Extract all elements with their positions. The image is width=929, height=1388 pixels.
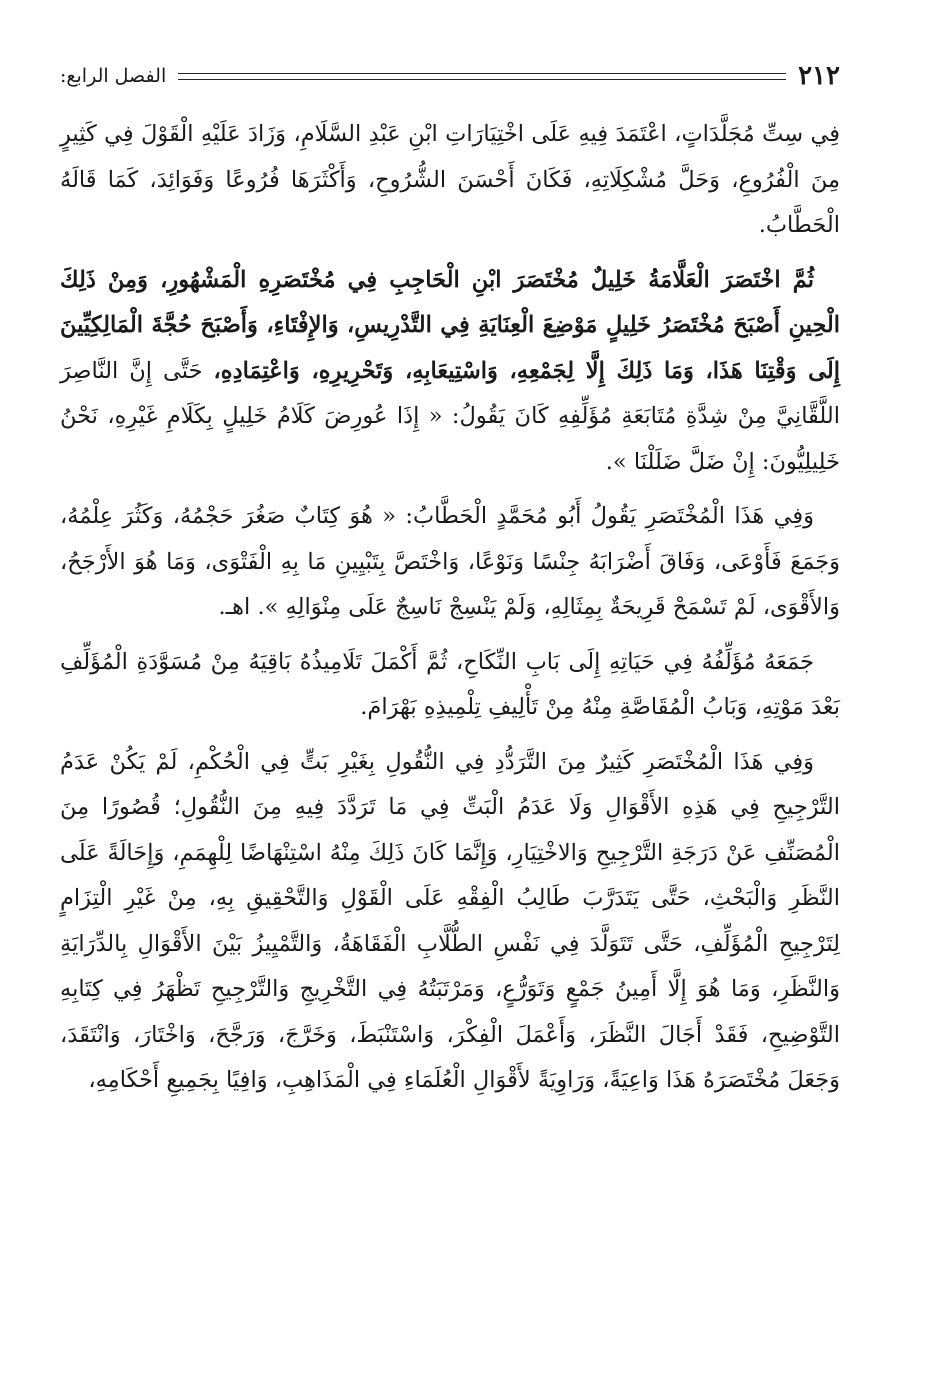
body-text [60,112,840,1104]
paragraph-text: وَفِي هَذَا الْمُخْتَصَرِ يَقُولُ أَبُو مُحَمَّدٍ الْحَطَّابُ: « هُوَ كِتَابٌ صَغُرَ حَجْمُهُ، وَكَثُرَ عِلْمُهُ، وَجَمَعَ فَأَوْعَى، وَفَاقَ أَضْرَابَهُ جِنْسًا وَنَوْعًا، وَاخْتَصَّ بِتَبْيِينِ مَا بِهِ الْفَتْوَى، وَمَا هُوَ الأَرْجَحُ، وَالأَقْوَى، لَمْ تَسْمَحْ قَرِيحَةٌ بِمِثَالِهِ، وَلَمْ يَنْسِجْ نَاسِجٌ عَلَى مِنْوَالِهِ ». اهـ. [60,503,840,620]
header-rule [178,73,786,80]
paragraph [60,740,840,1104]
paragraph-text: وَفِي هَذَا الْمُخْتَصَرِ كَثِيرٌ مِنَ التَّرَدُّدِ فِي النُّقُولِ بِغَيْرِ بَتٍّ فِي الْحُكْمِ، لَمْ يَكُنْ عَدَمُ التَّرْجِيحِ فِي هَذِهِ الأَقْوَالِ وَلَا عَدَمُ الْبَتِّ فِي مَا تَرَدَّدَ فِيهِ مِنَ النُّقُولِ؛ قُصُورًا مِنَ الْمُصَنِّفِ عَنْ دَرَجَةِ التَّرْجِيحِ وَالاخْتِيَارِ، وَإِنَّمَا كَانَ ذَلِكَ مِنْهُ اسْتِنْهَاضًا لِلْهِمَمِ، وَإِحَالَةً عَلَى النَّظَرِ وَالْبَحْثِ، حَتَّى يَتَدَرَّبَ طَالِبُ الْفِقْهِ عَلَى الْقَوْلِ وَالتَّحْقِيقِ بِهِ، مِنْ غَيْرِ الْتِزَامٍ لِتَرْجِيحِ الْمُؤَلِّفِ، حَتَّى تَتَوَلَّدَ فِي نَفْسِ الطُّلَّابِ الْفَقَاهَةُ، وَالتَّمْيِيزُ بَيْنَ الأَقْوَالِ بِالدِّرَايَةِ وَالنَّظَرِ، وَمَا هُوَ إِلَّا أَمِينُ جَمْعٍ وَتَوَرُّعٍ، وَمَرْتَبَتُهُ فِي التَّخْرِيجِ وَالتَّرْجِيحِ تَظْهَرُ فِي كِتَابِهِ التَّوْضِيحِ، فَقَدْ أَجَالَ النَّظَرَ، وَأَعْمَلَ الْفِكْرَ، وَاسْتَنْبَطَ، وَخَرَّجَ، وَرَجَّحَ، وَاخْتَارَ، وَانْتَقَدَ، وَجَعَلَ مُخْتَصَرَهُ هَذَا وَاعِيَةً، وَرَاوِيَةً لأَقْوَالِ الْعُلَمَاءِ فِي الْمَذَاهِبِ، وَافِيًا بِجَمِيعِ أَحْكَامِهِ، [60,748,840,1093]
paragraph-text: حَتَّى إِنَّ النَّاصِرَ اللَّقَّانِيَّ مِنْ شِدَّةِ مُتَابَعَةِ مُؤَلِّفِهِ كَانَ يَقُولُ: « إِذَا عُورِضَ كَلَامُ خَلِيلٍ بِكَلَامِ غَيْرِهِ، نَحْنُ خَلِيلِيُّونَ: إِنْ ضَلَّ ضَلَلْنَا ». [60,357,840,475]
paragraph-bold-text: ثُمَّ اخْتَصَرَ الْعَلَّامَةُ خَلِيلٌ مُخْتَصَرَ ابْنِ الْحَاجِبِ فِي مُخْتَصَرِهِ الْمَشْهُورِ، وَمِنْ ذَلِكَ الْحِينِ أَصْبَحَ مُخْتَصَرُ خَلِيلٍ مَوْضِعَ الْعِنَايَةِ فِي التَّدْرِيسِ، وَالإِفْتَاءِ، وَأَصْبَحَ حُجَّةَ الْمَالِكِيِّينَ إِلَى وَقْتِنَا هَذَا، وَمَا ذَلِكَ إِلَّا لِجَمْعِهِ، وَاسْتِيعَابِهِ، وَتَحْرِيرِهِ، وَاعْتِمَادِهِ، [60,266,840,384]
page-header [60,58,840,94]
paragraph-text: جَمَعَهُ مُؤَلِّفُهُ فِي حَيَاتِهِ إِلَى بَابِ النِّكَاحِ، ثُمَّ أَكْمَلَ تَلَامِيذُهُ بَاقِيَهُ مِنْ مُسَوَّدَةِ الْمُؤَلِّفِ بَعْدَ مَوْتِهِ، وَبَابُ الْمُقَاصَّةِ مِنْهُ مِنْ تَأْلِيفِ تِلْمِيذِهِ بَهْرَامَ. [60,648,840,720]
book-page [60,58,840,1113]
paragraph [60,258,840,486]
paragraph [60,494,840,631]
paragraph-text: فِي سِتِّ مُجَلَّدَاتٍ، اعْتَمَدَ فِيهِ عَلَى اخْتِيَارَاتِ ابْنِ عَبْدِ السَّلَامِ، وَزَادَ عَلَيْهِ الْقَوْلَ فِي كَثِيرٍ مِنَ الْفُرُوعِ، وَحَلَّ مُشْكِلَاتِهِ، فَكَانَ أَحْسَنَ الشُّرُوحِ، وَأَكْثَرَهَا فُرُوعًا وَفَوَائِدَ، كَمَا قَالَهُ الْحَطَّابُ. [60,121,840,238]
page-number: ٢١٢ [798,61,840,91]
paragraph [60,640,840,731]
paragraph [60,112,840,249]
chapter-title: الفصل الرابع: [60,65,167,87]
